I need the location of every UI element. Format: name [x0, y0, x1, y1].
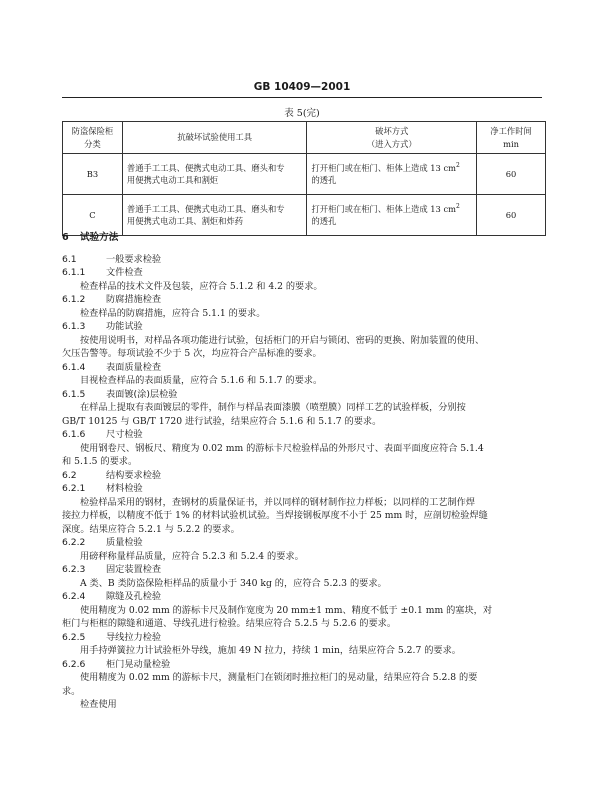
clause-title: 防腐措施检查: [106, 294, 162, 306]
cell-method: 打开柜门或在柜门、柜体上造成 13 $cm^2$ 的透孔: [307, 195, 477, 236]
clause-heading: [62, 470, 546, 484]
cell-tools: 普通手工工具、便携式电动工具、磨头和专 用便携式电动工具和割炬: [122, 154, 307, 195]
clause-body-line: 求。: [62, 685, 81, 697]
clause-heading: [62, 267, 546, 281]
clause-body-line: 用磅秤称量样品质量，应符合 5.2.3 和 5.2.4 的要求。: [80, 550, 304, 562]
clause-title: 功能试验: [106, 321, 143, 333]
clause-body-line: 目视检查样品的表面质量，应符合 5.1.6 和 5.1.7 的要求。: [80, 375, 323, 387]
table-caption: 表 5(完): [284, 108, 320, 119]
clause-title: 导线拉力检验: [106, 631, 162, 643]
clause-title: 固定装置检查: [106, 564, 162, 576]
cell-method: 打开柜门或在柜门、柜体上造成 13 $cm^2$ 的透孔: [307, 154, 477, 195]
cell-time: 60: [477, 195, 546, 236]
table-row: [63, 154, 546, 195]
table-header-row: [63, 122, 546, 154]
clause-number: 6.2.1: [62, 483, 86, 495]
clause-number: 6.1.4: [62, 361, 86, 373]
header-rule: [62, 97, 542, 98]
col-header-class: 防盗保险柜 分类: [63, 122, 123, 154]
clause-body-line: 检查样品的防腐措施，应符合 5.1.1 的要求。: [80, 307, 266, 319]
clause-heading: [62, 659, 546, 673]
clause-body-line: 和 5.1.5 的要求。: [62, 456, 138, 468]
clause-body-line: 使用精度为 0.02 mm 的游标卡尺，测量柜门在锁闭时推拉柜门的晃动量，结果应符合 5.2.8 的要: [80, 672, 478, 684]
test-methods-section: [62, 232, 546, 713]
clause-title: 柜门晃动量检验: [106, 658, 171, 670]
clause-heading: [62, 564, 546, 578]
clause-list: [62, 254, 546, 713]
clause-title: 结构要求检验: [106, 469, 162, 481]
clause-body-line: 用手持弹簧拉力计试验柜外导线，施加 49 N 拉力，持续 1 min，结果应符合 5.2.7 的要求。: [80, 645, 461, 657]
clause-body-line: 使用钢卷尺、钢板尺、精度为 0.02 mm 的游标卡尺检验样品的外形尺寸、表面平面度应符合 5.1.4: [80, 442, 484, 454]
col-header-tools: 抗破坏试验使用工具: [122, 122, 307, 154]
page-header-standard-number: GB 10409—2001: [253, 81, 351, 93]
clause-body-line: GB/T 10125 与 GB/T 1720 进行试验，结果应符合 5.1.6 和 5.1.7 的要求。: [62, 415, 382, 427]
clause-title: 隙缝及孔检验: [106, 591, 162, 603]
attack-test-table: [62, 121, 546, 236]
clause-title: 质量检验: [106, 537, 143, 549]
clause-number: 6.2.5: [62, 631, 86, 643]
cell-class: B3: [63, 154, 123, 195]
col-header-time: 净工作时间 min: [477, 122, 546, 154]
cell-tools: 普通手工工具、便携式电动工具、磨头和专 用便携式电动工具、割炬和炸药: [122, 195, 307, 236]
cell-time: 60: [477, 154, 546, 195]
clause-heading: [62, 254, 546, 268]
clause-body-line: 检查使用: [80, 699, 117, 711]
clause-heading: [62, 429, 546, 443]
clause-body-line: 欠压告警等。每项试验不少于 5 次，均应符合产品标准的要求。: [62, 348, 322, 360]
clause-body-line: 按使用说明书，对样品各项功能进行试验，包括柜门的开启与锁闭、密码的更换、附加装置的使用、: [80, 334, 485, 346]
clause-title: 表面质量检查: [106, 361, 162, 373]
clause-title: 表面镀(涂)层检验: [106, 388, 178, 400]
clause-number: 6.1.5: [62, 388, 86, 400]
clause-title: 尺寸检验: [106, 429, 143, 441]
clause-number: 6.2.2: [62, 537, 86, 549]
clause-body-line: 柜门与柜框的隙缝和通道、导线孔进行检验。结果应符合 5.2.5 与 5.2.6 的要求。: [62, 618, 397, 630]
clause-number: 6.1.6: [62, 429, 86, 441]
clause-heading: [62, 294, 546, 308]
clause-heading: [62, 483, 546, 497]
clause-body-line: 使用精度为 0.02 mm 的游标卡尺及制作宽度为 20 mm±1 mm、精度不低于 ±0.1 mm 的塞块，对: [80, 604, 493, 616]
clause-number: 6.1.1: [62, 267, 86, 279]
clause-body-line: 在样品上提取有表面镀层的零件，制作与样品表面漆膜（喷塑膜）同样工艺的试验样板，分别按: [80, 402, 466, 414]
clause-number: 6.2.3: [62, 564, 86, 576]
clause-heading: [62, 591, 546, 605]
clause-heading: [62, 389, 546, 403]
clause-body-line: 检查样品的技术文件及包装，应符合 5.1.2 和 4.2 的要求。: [80, 280, 323, 292]
section-heading: 6 试验方法: [62, 232, 119, 243]
clause-body-line: 接拉力样板，以精度不低于 1% 的材料试验机试验。当焊接钢板厚度不小于 25 mm 时，应剖切检验焊缝: [62, 510, 488, 522]
clause-title: 一般要求检验: [106, 253, 162, 265]
clause-number: 6.1.3: [62, 321, 86, 333]
clause-heading: [62, 537, 546, 551]
clause-body-line: 深度。结果应符合 5.2.1 与 5.2.2 的要求。: [62, 523, 240, 535]
table-row: [63, 195, 546, 236]
clause-body-line: 检验样品采用的钢材，查钢材的质量保证书，并以同样的钢材制作拉力样板；以同样的工艺制作焊: [80, 496, 476, 508]
clause-heading: [62, 321, 546, 335]
clause-number: 6.2: [62, 469, 77, 481]
col-header-method: 破坏方式 （进入方式）: [307, 122, 477, 154]
clause-heading: [62, 632, 546, 646]
clause-title: 材料检验: [106, 483, 143, 495]
clause-number: 6.1.2: [62, 294, 86, 306]
clause-heading: [62, 362, 546, 376]
clause-title: 文件检查: [106, 267, 143, 279]
clause-number: 6.1: [62, 253, 77, 265]
clause-body-line: A 类、B 类防盗保险柜样品的质量小于 340 kg 的，应符合 5.2.3 的要求。: [80, 577, 387, 589]
clause-number: 6.2.6: [62, 658, 86, 670]
cell-class: C: [63, 195, 123, 236]
clause-number: 6.2.4: [62, 591, 86, 603]
